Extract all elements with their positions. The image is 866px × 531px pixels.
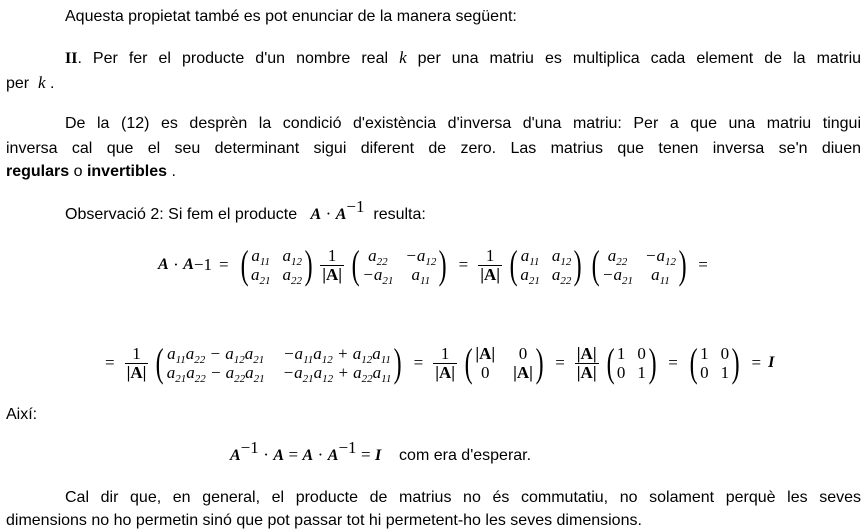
identity-matrix: I: [768, 354, 775, 371]
eq1-m3-cell: $a_{12}$: [551, 246, 572, 268]
eq1-a-inv: A: [183, 256, 194, 273]
eq1-fraction: [320, 247, 344, 284]
matrix-a: A: [310, 206, 322, 223]
eq3-a-inv: A: [230, 447, 241, 464]
eq2-matrix-4: ( 1 0 0 1 ): [689, 340, 740, 385]
eq2-equals-b: =: [555, 353, 565, 372]
eq2-fraction-2: [433, 345, 457, 382]
equation-3: [230, 438, 532, 466]
eq1-m3-cell: $a_{21}$: [520, 265, 540, 287]
eq3-dot: ·: [263, 445, 269, 464]
eq1-equals-3: =: [698, 255, 708, 274]
eq2-frac-den: |A|: [126, 362, 147, 382]
eq3-exp: −1: [240, 438, 259, 457]
observation-tail: resulta:: [373, 206, 426, 223]
property-ii-line1: [6, 48, 861, 69]
eq1-equals-2: =: [458, 255, 469, 274]
property-text-a: . Per fer el producte d'un nombre real: [77, 50, 389, 67]
paragraph-intro: Aquesta propietat també es pot enunciar de la manera següent:: [65, 8, 517, 25]
term-regulars: regulars: [6, 163, 70, 180]
eq3-identity: I: [375, 447, 382, 464]
eq1-matrix-2: ( $a_{22}$ $-a_{12}$ $-a_{21}$ $a_{11}$ ): [351, 242, 447, 287]
eq1-frac2-num: 1: [485, 245, 495, 265]
term-invertibles: invertibles: [86, 163, 167, 180]
commutativity-line1: Cal dir que, en general, el producte de matrius no és commutatiu, no solament perquè les seves: [65, 489, 861, 506]
per-word: per: [6, 75, 30, 92]
property-text-b: per una matriu es multiplica cada element de la matriu: [417, 50, 862, 67]
eq1-dot: ·: [173, 255, 179, 274]
eq1-m1-cell: $a_{21}$: [250, 265, 271, 287]
eq2-m1-cell: $a_{11}a_{22} - a_{12}a_{21}$: [167, 344, 265, 366]
eq1-m1-cell: $a_{12}$: [282, 246, 302, 268]
eq1-m4-cell: $a_{22}$: [607, 246, 628, 268]
eq2-matrix-1: ( $a_{11}a_{22} - a_{12}a_{21}$ $-a_{11}a_{12} + a_{12}a_{11}$ $a_{21}a_{22} - a_{22}a_{21}$ $-a_{21}a_{12} + a_{22}a_{11}$ ): [156, 340, 402, 385]
eq1-equals: =: [219, 255, 229, 274]
eq1-m4-cell: $-a_{12}$: [644, 246, 676, 268]
dot-op: ·: [325, 204, 332, 223]
aixi-label: Així:: [6, 406, 38, 423]
eq2-equals-a: =: [413, 353, 424, 372]
eq1-m2-cell: $a_{22}$: [368, 246, 388, 268]
eq1-fraction-2: [478, 247, 502, 284]
eq2-matrix-3: ( 1 0 0 1 ): [606, 340, 657, 385]
var-k: k: [399, 48, 407, 67]
eq2-m1-cell: $-a_{21}a_{12} + a_{22}a_{11}$: [282, 363, 392, 385]
var-k-2: k: [38, 73, 46, 92]
eq2-frac-num: 1: [132, 343, 141, 363]
eq1-matrix-4: ( $a_{22}$ $-a_{12}$ $-a_{21}$ $a_{11}$ ): [591, 242, 687, 287]
eq1-m2-cell: $-a_{12}$: [405, 246, 437, 268]
eq3-equals: =: [288, 445, 299, 464]
eq2-m4-cell: 0: [700, 363, 709, 382]
property-label: II: [65, 50, 78, 67]
inverse-condition-line2: inversa cal que el seu determinant sigui diferent de zero. Las matrius que tenen inversa se'n diuen: [6, 140, 861, 157]
eq2-matrix-2: ( |A| 0 0 |A| ): [464, 340, 544, 385]
eq1-a: A: [158, 256, 169, 273]
eq2-m3-cell: 1: [637, 363, 646, 382]
eq2-m3-cell: 0: [616, 363, 626, 382]
eq1-m4-cell: $-a_{21}$: [602, 265, 633, 287]
eq2-frac2-num: 1: [440, 343, 450, 363]
eq2-m2-cell: 0: [480, 363, 490, 382]
eq1-m1-cell: $a_{22}$: [282, 265, 302, 287]
observation-label: Observació 2: Si fem el producte: [65, 206, 298, 223]
eq1-m2-cell: $-a_{21}$: [362, 265, 394, 287]
word-o: o: [73, 163, 83, 180]
eq2-m3-cell: 0: [637, 344, 646, 363]
inverse-condition-line3: [6, 162, 176, 182]
eq1-frac-den: |A|: [322, 264, 343, 284]
eq2-m4-cell: 1: [720, 363, 730, 382]
eq1-matrix-1: ( $a_{11}$ $a_{12}$ $a_{21}$ $a_{22}$ ): [240, 242, 313, 287]
eq2-lead-equals: =: [105, 353, 115, 372]
eq2-fraction-3: [575, 345, 599, 382]
eq2-frac2-den: |A|: [435, 362, 456, 382]
inverse-exponent: −1: [346, 197, 365, 216]
eq2-m2-cell: |A|: [513, 363, 533, 382]
eq2-m4-cell: 0: [720, 344, 730, 363]
eq2-m2-cell: 0: [518, 344, 528, 363]
eq1-m1-cell: $a_{11}$: [251, 246, 271, 268]
period-2: .: [171, 163, 176, 180]
eq3-a: A: [273, 447, 285, 464]
eq1-matrix-3: ( $a_{11}$ $a_{12}$ $a_{21}$ $a_{22}$ ): [509, 242, 583, 287]
eq3-tail: com era d'esperar.: [399, 447, 532, 464]
inverse-condition-line1: De la (12) es desprèn la condició d'existència d'inversa d'una matriu: Per a que una matriu tingui: [65, 115, 861, 132]
equation-1: A · A −1 = ( $a_{11}$ $a_{12}$ $a_{21}$ $a_{22}$ ) $\frac{1}{|A|}$ ( $a_{22}$ $-a_{12}$ $-a_{21}$ $a_{11}$ ) = $\frac{1}{|A|}$ ( $a_{11}$ $a_{12}$ $a_{21}$ $a_{22}$ ) ( $a_{22}$ $-a_{12}$ $-a_{21}$ $a_{11}$ ) =: [158, 242, 708, 287]
eq1-frac-num: 1: [327, 245, 337, 265]
eq3-dot-2: ·: [317, 445, 324, 464]
eq1-m3-cell: $a_{11}$: [520, 246, 540, 268]
eq2-equals-d: =: [751, 353, 762, 372]
eq3-a-inv-2: A: [327, 447, 339, 464]
eq2-m1-cell: $-a_{11}a_{12} + a_{12}a_{11}$: [283, 344, 391, 366]
eq1-m4-cell: $a_{11}$: [651, 265, 670, 287]
eq2-frac3-num: |A|: [576, 343, 597, 363]
eq2-m1-cell: $a_{21}a_{22} - a_{22}a_{21}$: [166, 363, 265, 385]
eq3-a-2: A: [302, 447, 314, 464]
property-ii-line2: [6, 73, 54, 94]
eq2-m4-cell: 1: [700, 344, 709, 363]
eq3-exp-2: −1: [338, 438, 357, 457]
commutativity-line2: dimensions no ho permetin sinó que pot passar tot hi permetent-ho les seves dimensions.: [6, 512, 642, 529]
eq2-frac3-den: |A|: [576, 362, 597, 382]
eq2-m2-cell: |A|: [475, 344, 496, 363]
eq1-m2-cell: $a_{11}$: [411, 265, 431, 287]
eq1-m3-cell: $a_{22}$: [551, 265, 572, 287]
equation-2: [98, 341, 774, 385]
eq2-equals-c: =: [668, 353, 678, 372]
eq1-frac2-den: |A|: [480, 264, 501, 284]
observation-2: [65, 197, 426, 225]
eq2-fraction-1: [125, 345, 149, 382]
period: .: [50, 75, 55, 92]
eq2-m3-cell: 1: [616, 344, 626, 363]
eq3-equals-2: =: [360, 445, 371, 464]
matrix-a-inv: A: [335, 206, 347, 223]
